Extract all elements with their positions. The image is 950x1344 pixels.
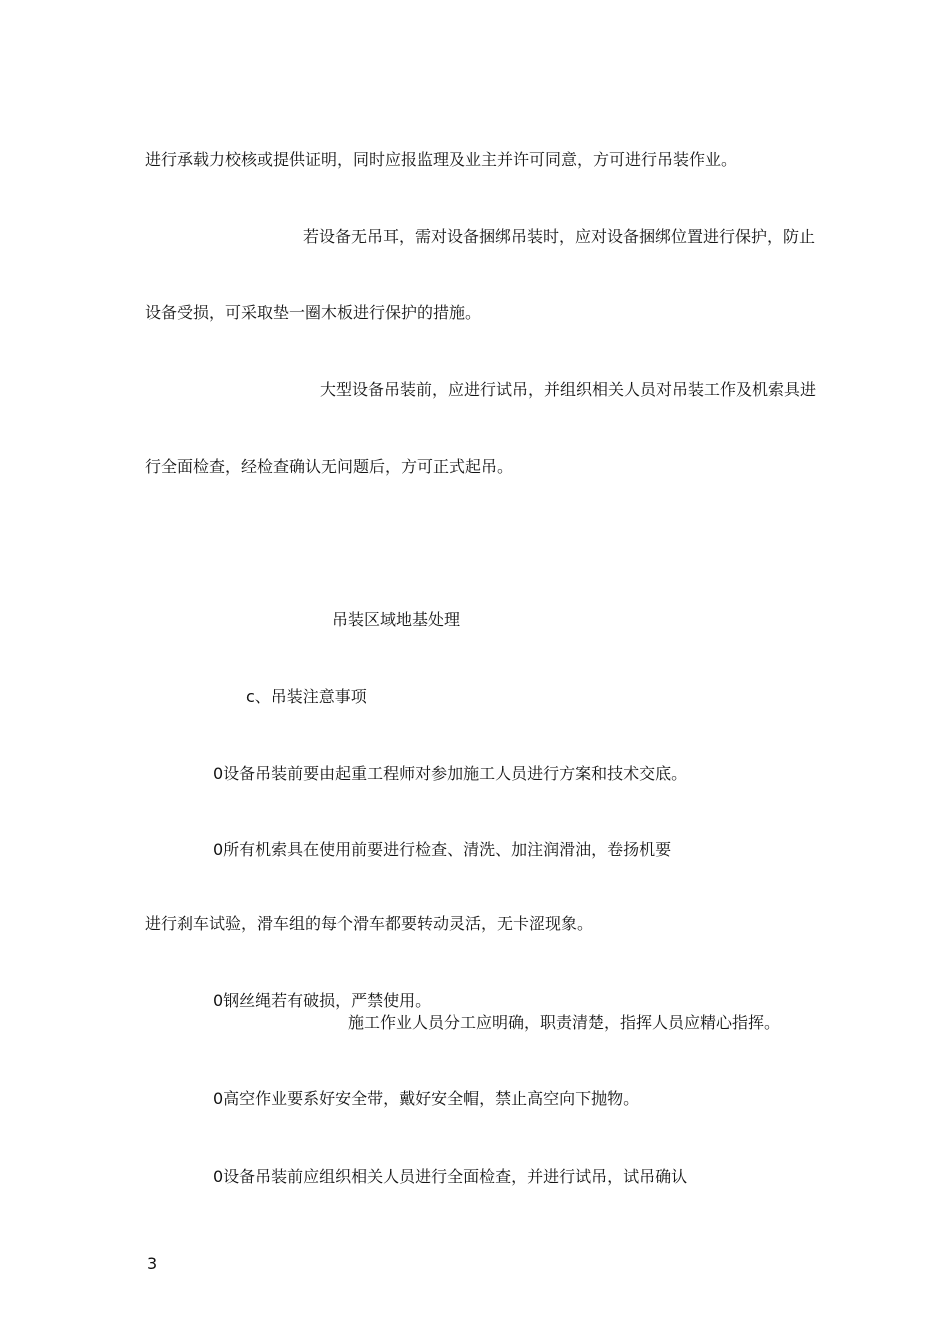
list-item: 0所有机索具在使用前要进行检查、清洗、加注润滑油，卷扬机要 (213, 840, 672, 859)
paragraph-line: 进行承载力校核或提供证明，同时应报监理及业主并许可同意，方可进行吊装作业。 (145, 150, 738, 169)
paragraph-line: 设备受损，可采取垫一圈木板进行保护的措施。 (145, 303, 482, 322)
subsection-heading: c、吊装注意事项 (246, 687, 367, 706)
list-item: 0设备吊装前应组织相关人员进行全面检查，并进行试吊，试吊确认 (213, 1167, 688, 1186)
list-item: 0设备吊装前要由起重工程师对参加施工人员进行方案和技术交底。 (213, 764, 688, 783)
section-heading: 吊装区域地基处理 (332, 610, 461, 629)
paragraph-line: 施工作业人员分工应明确，职责清楚，指挥人员应精心指挥。 (348, 1013, 781, 1032)
paragraph-line: 进行刹车试验，滑车组的每个滑车都要转动灵活，无卡涩现象。 (145, 914, 594, 933)
paragraph-line: 若设备无吊耳，需对设备捆绑吊装时，应对设备捆绑位置进行保护，防止 (303, 227, 816, 246)
paragraph-line: 行全面检查，经检查确认无问题后，方可正式起吊。 (145, 457, 514, 476)
paragraph-line: 大型设备吊装前，应进行试吊，并组织相关人员对吊装工作及机索具进 (320, 380, 817, 399)
page-number: 3 (147, 1254, 158, 1273)
list-item: 0高空作业要系好安全带，戴好安全帽，禁止高空向下抛物。 (213, 1089, 640, 1108)
list-item: 0钢丝绳若有破损，严禁使用。 (213, 991, 432, 1010)
